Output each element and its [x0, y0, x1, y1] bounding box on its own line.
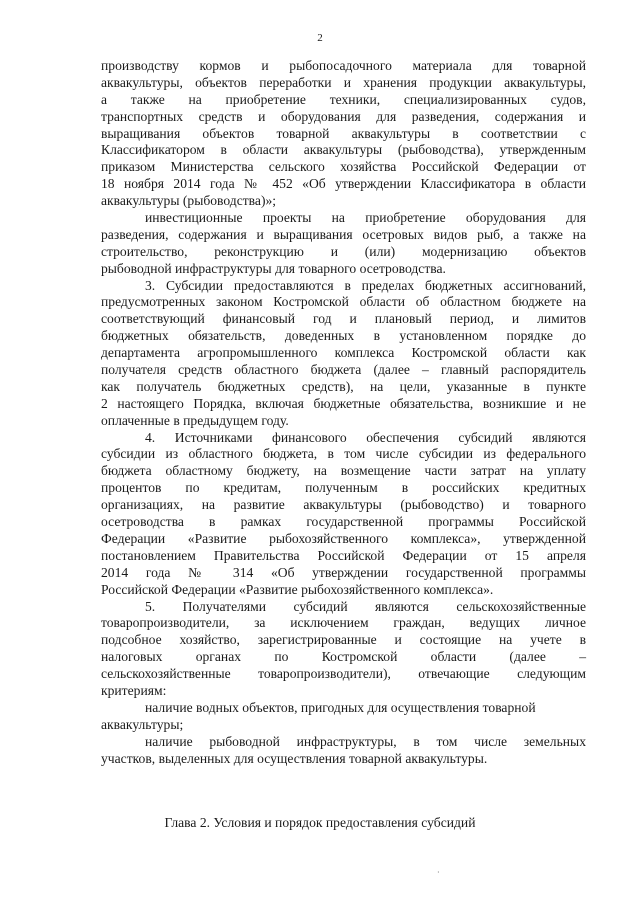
text-line: участков, выделенных для осуществления товарной аквакультуры. [101, 750, 488, 766]
text-line: рыбоводной инфраструктуры для товарного осетроводства. [101, 260, 446, 276]
text-line: 5. Получателями субсидий являются сельскохозяйственные [145, 598, 586, 614]
text-line: критериям: [101, 682, 167, 698]
text-line: бюджетных обязательств, доведенных в установленном порядке до [101, 328, 586, 344]
chapter-heading: Глава 2. Условия и порядок предоставления субсидий [164, 815, 476, 830]
text-line: как получатель бюджетных средств), на цели, указанные в пункте [101, 378, 586, 394]
text-line: наличие водных объектов, пригодных для осуществления товарной [145, 699, 536, 715]
text-line: 4. Источниками финансового обеспечения субсидий являются [145, 429, 586, 445]
text-line: постановлением Правительства Российской Федерации от 15 апреля [101, 547, 586, 563]
text-line: разведения, содержания и выращивания осетровых видов рыб, а также на [101, 226, 586, 242]
text-line: инвестиционные проекты на приобретение оборудования для [145, 210, 586, 226]
text-line: налоговых органах по Костромской области (далее – [101, 649, 586, 665]
text-line: строительство, реконструкцию и (или) модернизацию объектов [101, 243, 586, 259]
text-line: наличие рыбоводной инфраструктуры, в том числе земельных [145, 733, 586, 749]
text-line: аквакультуры (рыбоводства)»; [101, 193, 277, 209]
text-line: выращивания объектов товарной аквакультуры в соответствии с [101, 125, 586, 141]
footer-mark: · [437, 868, 440, 877]
text-line: Федерации «Развитие рыбохозяйственного комплекса», утвержденной [101, 530, 586, 546]
text-line: процентов по кредитам, полученным в российских кредитных [101, 480, 586, 496]
text-line: подсобное хозяйство, зарегистрированные и состоящие на учете в [101, 632, 586, 648]
text-line: бюджета областному бюджету, на возмещение части затрат на уплату [101, 463, 586, 479]
text-line: транспортных средств и оборудования для разведения, содержания и [101, 108, 586, 124]
text-line: 3. Субсидии предоставляются в пределах бюджетных ассигнований, [145, 277, 586, 293]
text-line: департамента агропромышленного комплекса Костромской области как [101, 345, 586, 361]
text-line: осетроводства в рамках государственной программы Российской [101, 514, 586, 530]
text-line: Российской Федерации «Развитие рыбохозяйственного комплекса». [101, 581, 494, 597]
text-line: а также на приобретение техники, специализированных судов, [101, 91, 586, 107]
text-line: аквакультуры; [101, 716, 184, 732]
text-line: Классификатором в области аквакультуры (рыбоводства), утвержденным [101, 142, 586, 158]
text-line: приказом Министерства сельского хозяйства Российской Федерации от [101, 159, 586, 175]
text-line: производству кормов и рыбопосадочного материала для товарной [101, 58, 586, 73]
text-line: предусмотренных законом Костромской области об областном бюджете на [101, 294, 586, 310]
text-line: 2 настоящего Порядка, включая бюджетные обязательства, возникшие и не [101, 395, 586, 411]
text-line: оплаченные в предыдущем году. [101, 412, 289, 428]
text-line: субсидии из областного бюджета, в том числе субсидии из федерального [101, 446, 586, 462]
text-line: организациях, на развитие аквакультуры (рыбоводство) и товарного [101, 497, 586, 513]
text-line: соответствующий финансовый год и плановый период, и лимитов [101, 311, 586, 327]
body-text [101, 58, 586, 767]
text-line: аквакультуры, объектов переработки и хранения продукции аквакультуры, [101, 74, 586, 90]
text-line: получателя средств областного бюджета (далее – главный распорядитель [101, 362, 586, 378]
text-line: сельскохозяйственные товаропроизводители), отвечающие следующим [101, 666, 586, 682]
text-line: 18 ноября 2014 года № 452 «Об утверждении Классификатора в области [101, 176, 586, 192]
page-number: 2 [317, 32, 323, 44]
text-line: товаропроизводители, за исключением граждан, ведущих личное [101, 615, 586, 631]
text-line: 2014 года № 314 «Об утверждении государственной программы [101, 564, 586, 580]
